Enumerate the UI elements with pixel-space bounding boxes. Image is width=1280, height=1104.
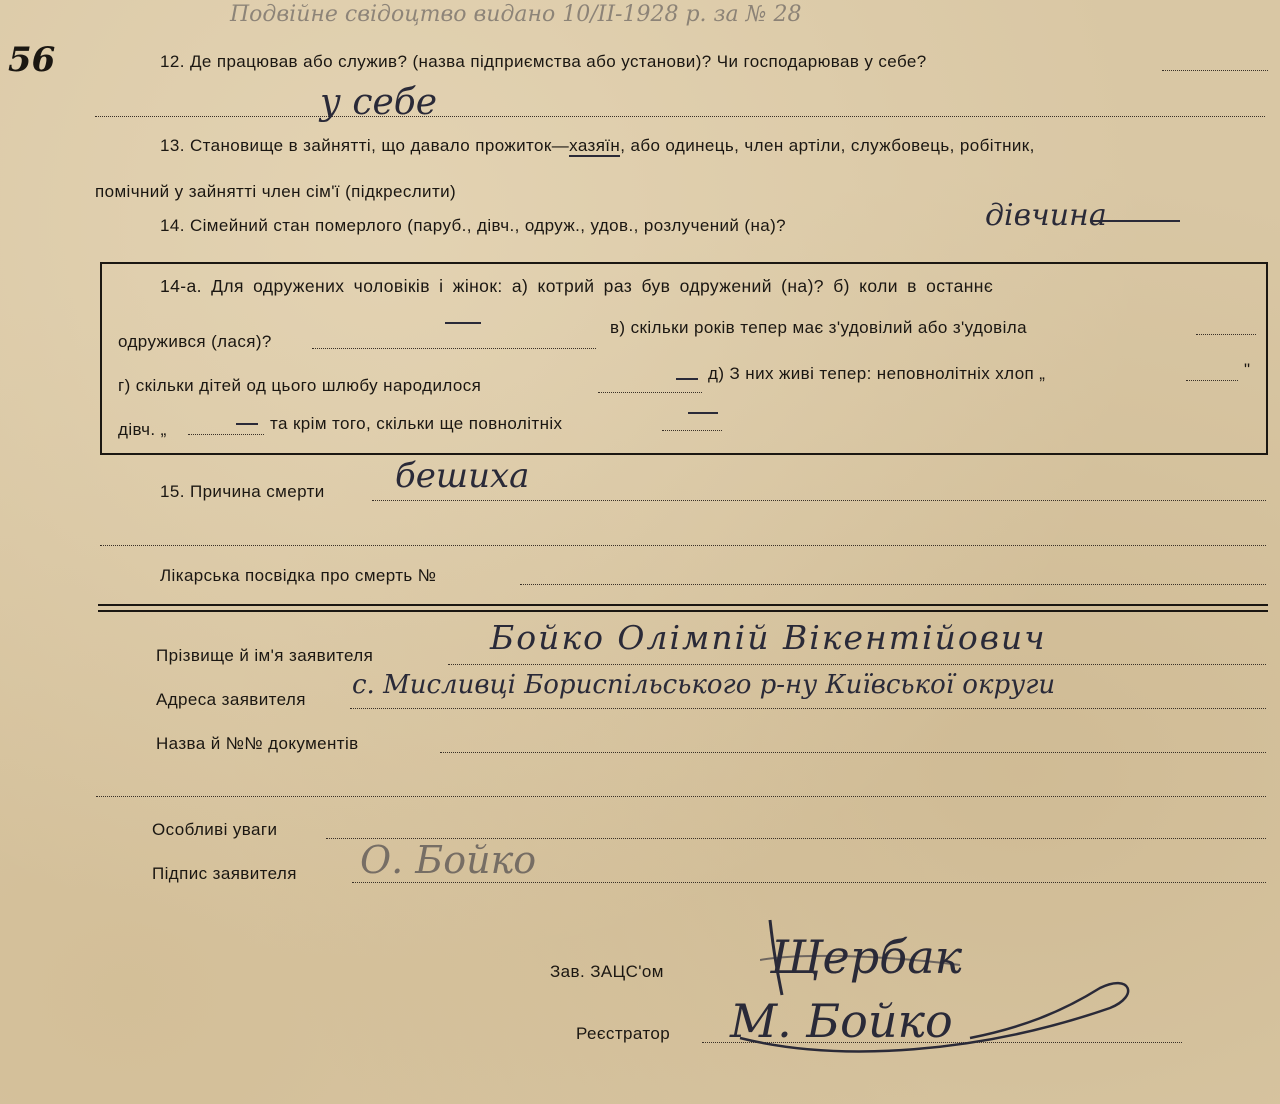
section-divider-top — [98, 604, 1268, 606]
question-14: 14. Сімейний стан померлого (паруб., дівч., одруж., удов., розлучений (на)? — [160, 216, 787, 235]
q15-answer: бешиха — [395, 456, 530, 496]
q14a-adults-dash — [688, 412, 718, 414]
q14a-children-born-line — [598, 392, 702, 393]
q14a-girls-line — [188, 434, 264, 435]
q13-text-rest: , або одинець, член артіли, службовець, робітник, — [620, 136, 1035, 155]
q13-underlined-option: хазяїн — [569, 136, 621, 155]
margin-number: 56 — [8, 40, 56, 80]
q13-text-start: 13. Становище в зайнятті, що давало прожиток— — [160, 136, 570, 155]
top-handwritten-note: Подвійне свідоцтво видано 10/ІІ-1928 р. за № 28 — [230, 2, 802, 27]
registrar-signature-flourish — [720, 968, 1150, 1068]
applicant-name-value: Бойко Олімпій Вікентійович — [490, 618, 1047, 657]
q14a-girls-dash — [236, 423, 258, 425]
q14a-children-born-dash — [676, 378, 698, 380]
applicant-name-label: Прізвище й ім'я заявителя — [156, 646, 374, 665]
question-14a-children-born: г) скільки дітей од цього шлюбу народилося — [118, 376, 482, 395]
question-14a-line1: 14-а. Для одружених чоловіків і жінок: а) котрий раз був одружений (на)? б) коли в останнє — [160, 276, 994, 296]
q12-fill-line — [1162, 70, 1268, 71]
question-14a-girls: дівч. „ — [118, 420, 167, 439]
q14-answer: дівчина — [985, 198, 1107, 233]
medical-certificate-label: Лікарська посвідка про смерть № — [160, 566, 437, 585]
applicant-address-line — [350, 708, 1266, 709]
documents-line — [440, 752, 1266, 753]
head-label: Зав. ЗАЦС'ом — [550, 962, 664, 981]
question-14a-living-minors: д) З них живі тепер: неповнолітніх хлоп „ — [708, 364, 1046, 383]
question-14a-adults: та крім того, скільки ще повнолітніх — [270, 414, 563, 433]
head-signature: Щербак — [770, 930, 963, 984]
registrar-label: Реєстратор — [576, 1024, 671, 1043]
applicant-address-label: Адреса заявителя — [156, 690, 306, 709]
question-12: 12. Де працював або служив? (назва підприємства або установи)? Чи господарював у себе? — [160, 52, 927, 71]
q14a-widowed-years-line — [1196, 334, 1256, 335]
documents-extra-line — [96, 796, 1266, 797]
q14a-adults-line — [662, 430, 722, 431]
q14a-married-when-line — [312, 348, 596, 349]
q12-answer: у себе — [320, 82, 438, 123]
question-14a-widowed-years: в) скільки років тепер має з'удовілий або з'удовіла — [610, 318, 1027, 337]
q14a-living-boys-line — [1186, 380, 1238, 381]
q14-answer-stroke — [1090, 220, 1180, 222]
question-14a-married-when: одружився (лася)? — [118, 332, 272, 351]
question-15: 15. Причина смерти — [160, 482, 325, 501]
applicant-signature: О. Бойко — [360, 838, 537, 882]
applicant-signature-line — [352, 882, 1266, 883]
q14a-married-when-dash — [445, 322, 481, 324]
q15-line — [372, 500, 1266, 501]
q12-answer-line — [95, 116, 1265, 117]
q15-extra-line — [100, 545, 1266, 546]
q14a-closing-quote: " — [1244, 360, 1251, 379]
medical-certificate-line — [520, 584, 1266, 585]
applicant-address-value: с. Мисливці Бориспільського р-ну Київської округи — [352, 670, 1056, 700]
question-13-line1 — [160, 136, 1035, 156]
applicant-signature-label: Підпис заявителя — [152, 864, 297, 883]
remarks-label: Особливі уваги — [152, 820, 278, 839]
section-divider-bottom — [98, 610, 1268, 612]
question-13-line2: помічний у зайнятті член сім'ї (підкреслити) — [95, 182, 457, 201]
applicant-name-line — [448, 664, 1266, 665]
documents-label: Назва й №№ документів — [156, 734, 359, 753]
registrar-signature: М. Бойко — [730, 994, 953, 1048]
